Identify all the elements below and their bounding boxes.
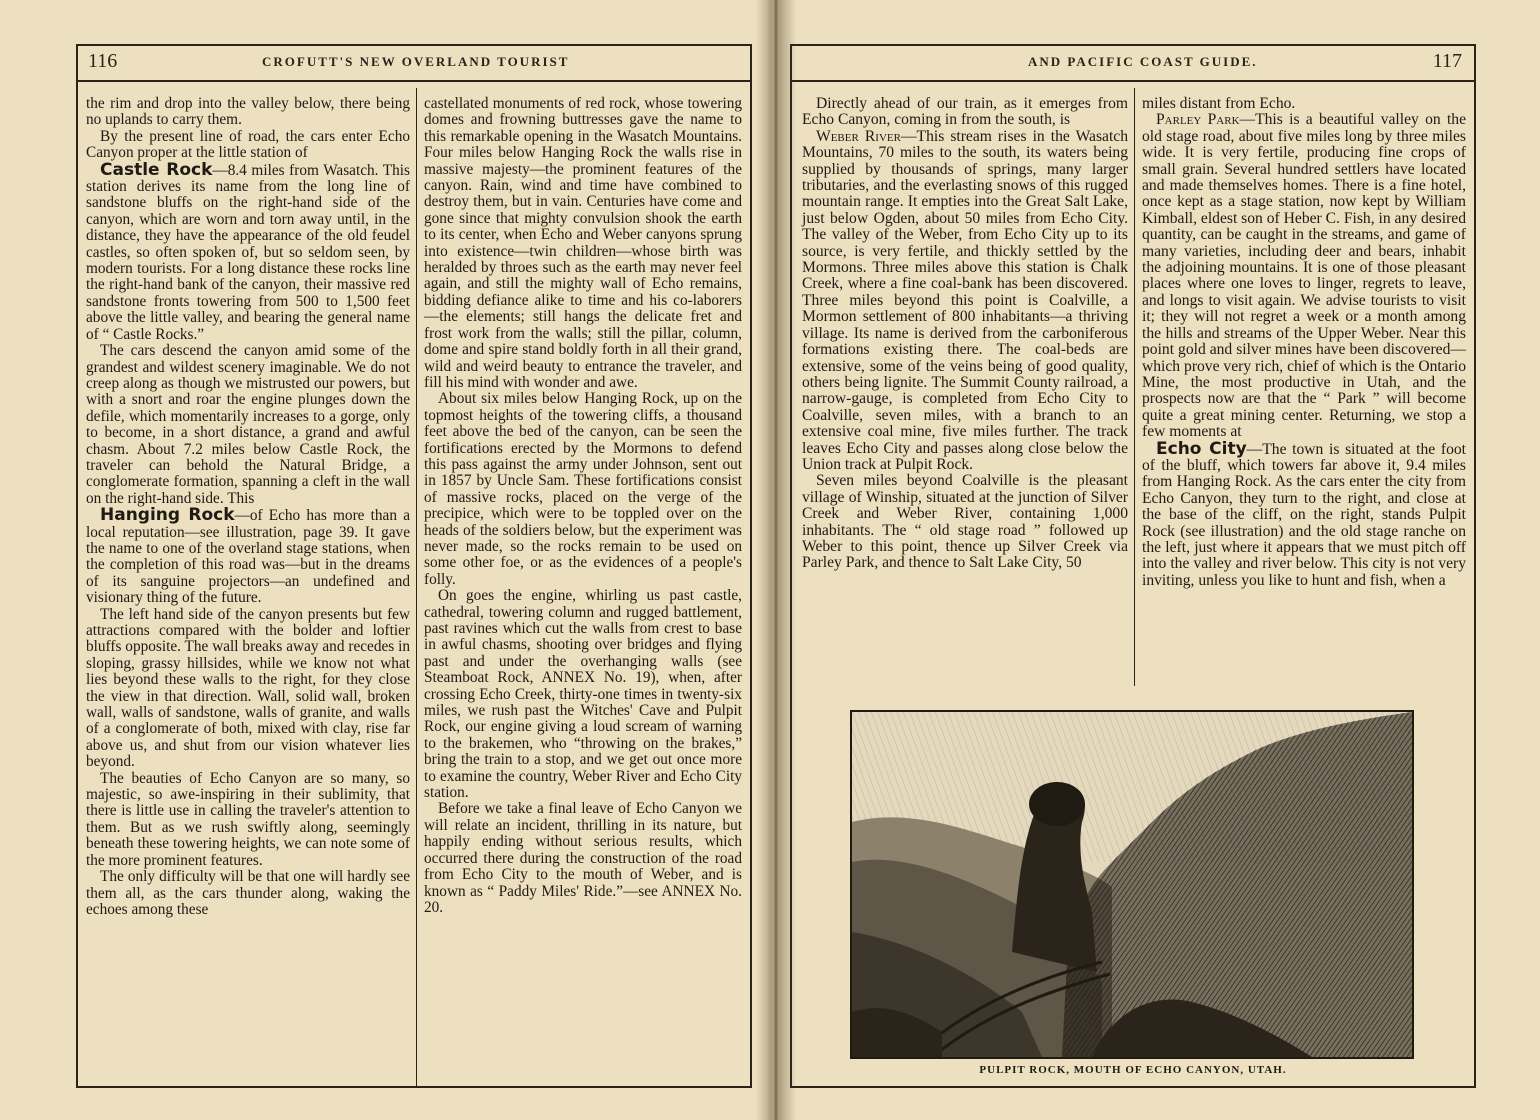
paragraph: —This stream rises in the Wasatch Mountains, 70 miles to the south, its waters being supplied by thousands of springs, many larger tributaries, and the everlasting snows of this rugged mountain range. It empties into the Great Salt Lake, just below Ogden, about 50 miles from Echo City. The valley of the Weber, from Echo City up to its source, is very fertile, and thickly settled by the Mormons. Three miles above this station is Chalk Creek, where a fine coal-bank has been discovered. Three miles beyond this point is Coalville, a Mormon settlement of 800 inhabitants—a thriving village. Its name is derived from the carboniferous formations existing there. The coal-beds are extensive, some of the veins being of good quality, others being lignite. The Summit County railroad, a narrow-gauge, is completed from Echo City to Coalville, seven miles, with a branch to an extensive coal mine, five miles further. The track leaves Echo City and passes along close below the Union track at Pulpit Rock. — [802, 127, 1128, 473]
page-number: 116 — [88, 50, 118, 72]
paragraph: miles distant from Echo. — [1142, 95, 1296, 112]
column-divider — [1134, 88, 1135, 686]
paragraph: —of Echo has more than a local reputation—see illustration, page 39. It gave the name to one of the overland stage stations, when the completion of this road was—but in the dreams of its sanguine projectors—an undefined and visionary thing of the future. — [86, 507, 410, 607]
header-rule — [78, 80, 750, 82]
book-gutter — [756, 0, 796, 1120]
illustration-caption: PULPIT ROCK, MOUTH OF ECHO CANYON, UTAH. — [979, 1064, 1287, 1076]
paragraph: The left hand side of the canyon presents but few attractions compared with the bolder and loftier bluffs opposite. The wall breaks away and recedes in sloping, grassy hillsides, while we know not what lies beyond these walls to the right, for they close the view in that direction. Wall, solid wall, broken wall, walls of sandstone, walls of granite, and walls of a conglomerate of both, mixed with clay, rise far above us, and shut from our vision whatever lies beyond. — [86, 605, 410, 771]
running-head: CROFUTT'S NEW OVERLAND TOURIST — [262, 54, 570, 69]
paragraph: —This is a beautiful valley on the old stage road, about five miles long by three miles wide. It is very fertile, producing fine crops of small grain. Several hundred settlers have located and made themselves homes. There is a fine hotel, once kept as a stage station, now kept by William Kimball, eldest son of Heber C. Fish, in any desired quantity, can be caught in the streams, and game of many varieties, including deer and bears, inhabit the adjoining mountains. It is one of those pleasant places where one loves to linger, regrets to leave, and longs to visit again. We advise tourists to visit it; they will not regret a week or a month among the hills and streams of the Upper Weber. Near this point gold and silver mines have been discovered—which prove very rich, chief of which is the Ontario Mine, the most productive in Utah, and the prospects now are that the “ Park ” will become quite a great mining center. Returning, we stop a few moments at — [1142, 111, 1466, 441]
paragraph: The beauties of Echo Canyon are so many, so majestic, so awe-inspiring in their sublimity, that there is little use in calling the traveler's attention to them. But as we rush swiftly along, seemingly beneath these towering heights, we can note some of the more prominent features. — [86, 769, 410, 869]
paragraph: Seven miles beyond Coalville is the pleasant village of Winship, situated at the junction of Silver Creek and Weber River, containing 1,000 inhabitants. The “ old stage road ” followed up Weber to this point, thence up Silver Creek via Parley Park, and thence to Salt Lake City, 50 — [802, 472, 1128, 572]
paragraph: —8.4 miles from Wasatch. This station derives its name from the long line of sandstone bluffs on the right-hand side of the canyon, which are worn and torn away until, in the distance, they have the appearance of the old feudel castles, so often spoken of, but so seldom seen, by modern tourists. For a long distance these rocks line the right-hand bank of the canyon, their massive red sandstone fronts towering from 500 to 1,500 feet above the little valley, and bearing the general name of “ Castle Rocks.” — [86, 161, 410, 343]
running-head: AND PACIFIC COAST GUIDE. — [1028, 54, 1258, 69]
left-page — [0, 0, 768, 1120]
paragraph: About six miles below Hanging Rock, up on the topmost heights of the towering cliffs, a thousand feet above the bed of the canyon, can be seen the fortifications erected by the Mormons to defend this pass against the army under Johnson, sent out in 1857 by Uncle Sam. These fortifications consist of massive rocks, placed on the verge of the precipice, which were to be toppled over on the heads of the soldiers below, but the experiment was never made, so the rocks remain to be used on some other foe, or as the evidences of a people's folly. — [424, 390, 742, 588]
paragraph: the rim and drop into the valley below, there being no uplands to carry them. — [86, 95, 410, 129]
paragraph: Before we take a final leave of Echo Canyon we will relate an incident, thrilling in its nature, but happily ending without serious results, which occurred there during the construction of the road from Echo City to the mouth of Weber, and is known as “ Paddy Miles' Ride.”—see ANNEX No. 20. — [424, 800, 742, 916]
right-page-frame — [790, 44, 1476, 1088]
right-column-1 — [802, 96, 1128, 572]
paragraph: Directly ahead of our train, as it emerges from Echo Canyon, coming in from the south, is — [802, 95, 1128, 129]
left-column-1 — [86, 96, 410, 918]
paragraph: The only difficulty will be that one will hardly see them all, as the cars thunder along, waking the echoes among these — [86, 868, 410, 918]
station-heading: Castle Rock — [100, 159, 213, 180]
paragraph: The cars descend the canyon amid some of the grandest and wildest scenery imaginable. We do not creep along as though we mistrusted our powers, but with a snort and roar the engine plunges down the defile, which momentarily increases to a gorge, only to become, in a short distance, a grand and awful chasm. About 7.2 miles below Castle Rock, the traveler can behold the Natural Bridge, a conglomerate formation, spanning a cleft in the wall on the right-hand side. This — [86, 342, 410, 507]
section-label: Weber River — [816, 127, 901, 145]
paragraph: By the present line of road, the cars enter Echo Canyon proper at the little station of — [86, 127, 410, 162]
left-column-2 — [424, 96, 742, 916]
right-column-2 — [1142, 96, 1466, 589]
engraving-image — [852, 712, 1412, 1057]
paragraph: —The town is situated at the foot of the bluff, which towers far above it, 9.4 miles from Hanging Rock. As the cars enter the city from Echo Canyon, they turn to the right, and close at the base of the cliff, on the right, stands Pulpit Rock (see illustration) and the old stage ranche on the left, just where it appears that we must pitch off into the valley and river below. This city is not very inviting, unless you like to hunt and fish, when a — [1142, 440, 1466, 589]
section-label: Parley Park — [1156, 111, 1240, 129]
station-heading: Echo City — [1156, 438, 1247, 459]
right-page — [772, 0, 1540, 1120]
page-number: 117 — [1432, 50, 1462, 72]
paragraph: On goes the engine, whirling us past castle, cathedral, towering column and rugged battlement, past ravines which cut the walls from crest to base in awful chasms, shooting over bridges and flying past and under the overhanging walls (see Steamboat Rock, ANNEX No. 19), when, after crossing Echo Creek, thirty-one times in twenty-six miles, we rush past the Witches' Cave and Pulpit Rock, our engine giving a loud scream of warning to the brakemen, who “throwing on the brakes,” bring the train to a stop, and we get out once more to examine the country, Weber River and Echo City station. — [424, 587, 742, 802]
header-rule — [792, 80, 1474, 82]
station-heading: Hanging Rock — [100, 505, 235, 526]
left-page-frame — [76, 44, 752, 1088]
paragraph: castellated monuments of red rock, whose towering domes and frowning buttresses gave the name to this remarkable opening in the Wasatch Mountains. Four miles below Hanging Rock the walls rise in massive majesty—the prominent features of the canyon. Rain, wind and time have combined to destroy them, but in vain. Centuries have come and gone since that mighty convulsion shook the earth to its center, when Echo and Weber canyons sprung into existence—twin children—whose birth was heralded by throes such as the earth may never feel again, and still the mighty wall of Echo remains, bidding defiance alike to time and his co-laborers—the elements; still hangs the delicate fret and frost work from the walls; still the pillar, column, dome and spire stand boldly forth in all their grand, wild and weird beauty to entrance the traveler, and fill his mind with wonder and awe. — [424, 95, 742, 391]
pulpit-rock-engraving — [850, 710, 1414, 1059]
column-divider — [416, 88, 417, 1086]
